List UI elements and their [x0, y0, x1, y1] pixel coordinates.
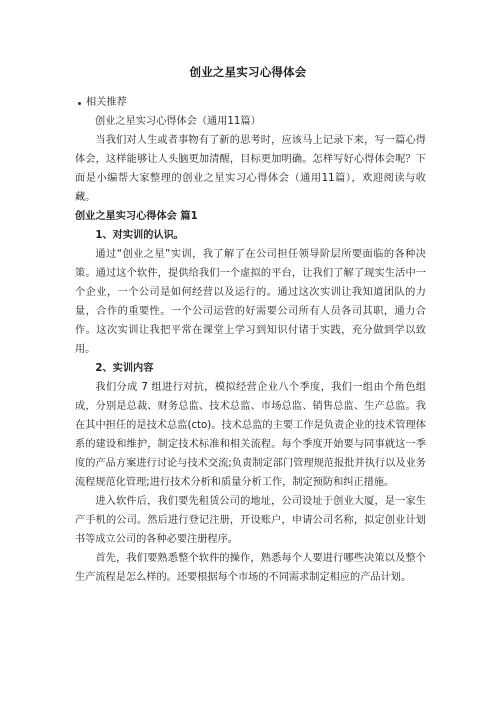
- related-label: 相关推荐: [86, 97, 127, 108]
- section-heading: 创业之星实习心得体会 篇1: [75, 211, 198, 222]
- document-body: [75, 93, 426, 587]
- heading-recognition: 1、对实训的认识。: [95, 230, 184, 241]
- document-subtitle: 创业之星实习心得体会（通用11篇）: [95, 116, 261, 127]
- bullet-icon: [78, 102, 81, 105]
- related-recommendation[interactable]: [75, 93, 426, 112]
- paragraph-setup: 进入软件后，我们要先租赁公司的地址，公司设址于创业大厦，是一家生产手机的公司。然后进行登记注册，开设账户，申请公司名称，拟定创业计划书等成立公司的各种必要注册程序。: [75, 496, 426, 545]
- paragraph-first: 首先，我们要熟悉整个软件的操作，熟悉每个人要进行哪些决策以及整个生产流程是怎么样的。还要根据每个市场的不同需求制定相应的产品计划。: [75, 553, 426, 583]
- intro-paragraph: 当我们对人生或者事物有了新的思考时，应该马上记录下来，写一篇心得体会，这样能够让人头脑更加清醒，目标更加明确。怎样写好心得体会呢？下面是小编帮大家整理的创业之星实习心得体会（通用11篇），欢迎阅读与收藏。: [75, 135, 426, 203]
- document-title: 创业之星实习心得体会: [189, 65, 307, 79]
- heading-content: 2、实训内容: [95, 363, 154, 374]
- paragraph-recognition: 通过“创业之星”实训，我了解了在公司担任领导阶层所要面临的各种决策。通过这个软件，提供给我们一个虚拟的平台，让我们了解了现实生活中一个企业，一个公司是如何经营以及运行的。通过这次实训让我知道团队的力量，合作的重要性。一个公司运营的好需要公司所有人员各司其职，通力合作。这次实训让我把平常在课堂上学习到知识付诸于实践，充分做到学以致用。: [75, 249, 426, 355]
- paragraph-teams: 我们分成 7 组进行对抗，模拟经营企业八个季度，我们一组由个角色组成，分别是总裁、财务总监、技术总监、市场总监、销售总监、生产总监。我在其中担任的是技术总监(cto)。技术总监的主要工作是负责企业的技术管理体系的建设和维护，制定技术标准和相关流程。每个季度开始要与同事就这一季度的产品方案进行讨论与技术交流;负责制定部门管理规范报批并执行以及业务流程规范化管理;进行技术分析和质量分析工作，制定预防和纠正措施。: [75, 382, 426, 488]
